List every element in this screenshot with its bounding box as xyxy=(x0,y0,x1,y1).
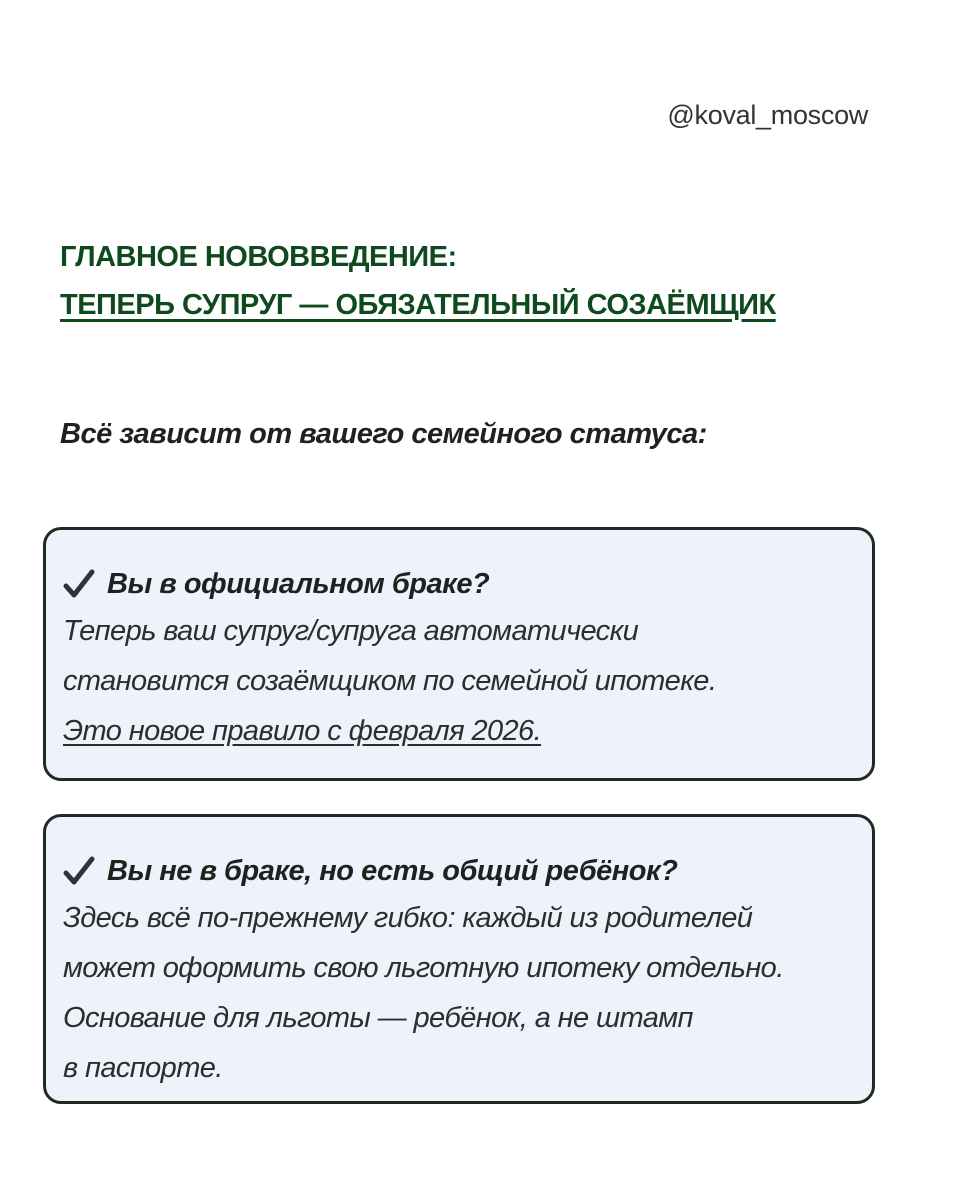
card-heading-row xyxy=(63,849,872,893)
card-body xyxy=(63,606,872,756)
title-line-2: ТЕПЕРЬ СУПРУГ — ОБЯЗАТЕЛЬНЫЙ СОЗАЁМЩИК xyxy=(60,289,776,321)
card-line: становится созаёмщиком по семейной ипотеке. xyxy=(63,665,717,697)
card-heading-row xyxy=(63,562,872,606)
card-line: может оформить свою льготную ипотеку отдельно. xyxy=(63,952,784,984)
card-body xyxy=(63,893,872,1093)
card-heading: Вы не в браке, но есть общий ребёнок? xyxy=(107,855,678,887)
title-line-1: ГЛАВНОЕ НОВОВВЕДЕНИЕ: xyxy=(60,241,457,273)
card-unmarried-child xyxy=(43,814,875,1104)
card-heading: Вы в официальном браке? xyxy=(107,568,490,600)
card-line: в паспорте. xyxy=(63,1052,223,1084)
page-title xyxy=(60,233,776,329)
author-handle: @koval_moscow xyxy=(667,100,868,130)
card-line: Теперь ваш супруг/супруга автоматически xyxy=(63,615,639,647)
subtitle: Всё зависит от вашего семейного статуса: xyxy=(60,418,707,450)
card-married xyxy=(43,527,875,781)
card-line: Основание для льготы — ребёнок, а не штамп xyxy=(63,1002,693,1034)
check-icon xyxy=(63,569,95,599)
card-line-underlined: Это новое правило с февраля 2026. xyxy=(63,715,542,747)
check-icon xyxy=(63,856,95,886)
card-line: Здесь всё по-прежнему гибко: каждый из родителей xyxy=(63,902,753,934)
